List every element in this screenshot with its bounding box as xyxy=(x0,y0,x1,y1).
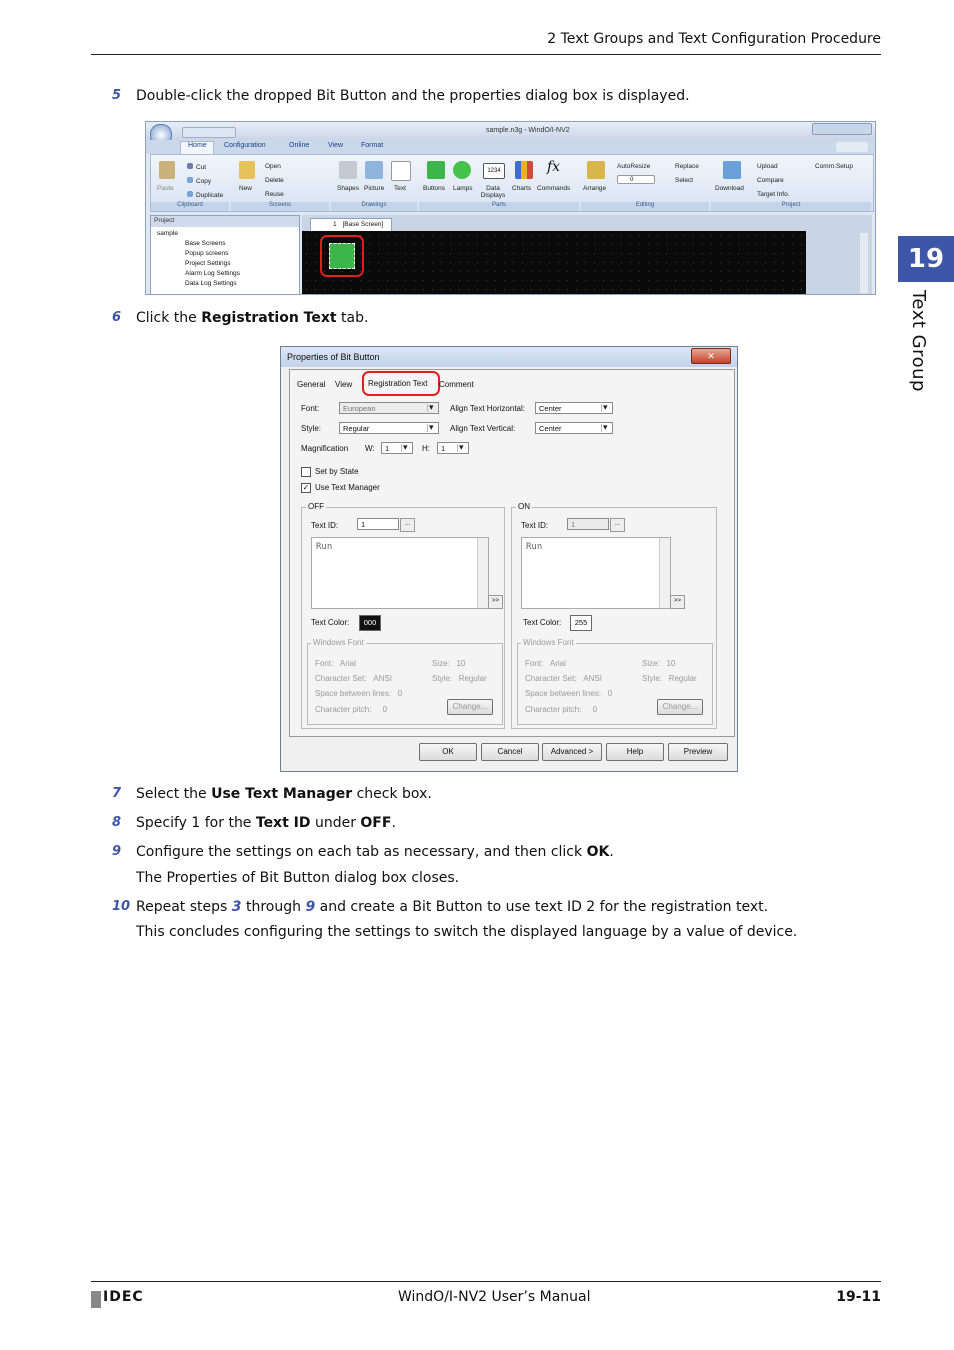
step-number: 6 xyxy=(112,310,122,325)
align-vertical-label: Align Text Vertical: xyxy=(450,424,516,433)
tab-format[interactable]: Format xyxy=(361,142,384,149)
off-charset-label xyxy=(315,674,392,683)
off-group-legend: OFF xyxy=(308,502,324,511)
off-font-label xyxy=(315,659,356,668)
use-text-manager-checkbox[interactable]: ✓ xyxy=(302,483,310,492)
on-group-legend: ON xyxy=(518,502,530,511)
autoresize-button[interactable]: AutoResize xyxy=(617,163,651,170)
commands-fx-icon[interactable]: fx xyxy=(547,159,561,175)
font-label: Font: xyxy=(301,404,320,413)
on-windows-font-legend: Windows Font xyxy=(523,638,574,647)
on-text-value: Run xyxy=(526,542,543,552)
ok-button[interactable]: OK xyxy=(419,743,477,761)
cancel-button[interactable]: Cancel xyxy=(481,743,539,761)
off-font-key: Font: xyxy=(315,659,334,668)
screen-canvas[interactable] xyxy=(302,231,806,294)
on-text-id-label: Text ID: xyxy=(521,521,549,530)
arrange-icon[interactable] xyxy=(587,161,605,179)
on-pitch-label xyxy=(525,705,597,714)
chevron-down-icon xyxy=(427,404,437,412)
w-select[interactable] xyxy=(381,442,413,454)
off-style-key: Style: xyxy=(432,674,453,683)
step-text-pre: Select the xyxy=(136,786,212,802)
picture-icon[interactable] xyxy=(365,161,383,179)
step-text: Double-click the dropped Bit Button and the properties dialog box is displayed. xyxy=(136,88,690,104)
step-text xyxy=(136,785,432,803)
running-header: 2 Text Groups and Text Configuration Procedure xyxy=(547,31,881,47)
step-text-pre: Specify 1 for the xyxy=(136,815,256,831)
font-select-value: European xyxy=(343,404,376,413)
group-drawings: Drawings xyxy=(331,202,417,211)
duplicate-label: Duplicate xyxy=(196,192,224,199)
h-label: H: xyxy=(422,444,430,453)
bit-button-properties-dialog xyxy=(280,346,738,772)
paste-icon[interactable] xyxy=(159,161,175,179)
step-note: This concludes configuring the settings to switch the displayed language by a value of device. xyxy=(136,924,798,940)
font-select[interactable] xyxy=(339,402,439,414)
dialog-title: Properties of Bit Button xyxy=(287,352,380,362)
dialog-title-bar xyxy=(281,347,737,367)
step-number: 8 xyxy=(112,815,122,830)
magnification-label: Magnification xyxy=(301,444,349,453)
doc-tab-number: 1 xyxy=(333,221,337,228)
group-project: Project xyxy=(711,202,871,211)
help-icon[interactable] xyxy=(836,142,868,152)
scissors-icon xyxy=(187,163,193,169)
step-text-bold: Use Text Manager xyxy=(211,786,353,802)
use-text-manager-label: Use Text Manager xyxy=(315,483,380,492)
style-select-value: Regular xyxy=(343,424,370,433)
copy-button[interactable] xyxy=(187,177,211,185)
tab-view[interactable]: View xyxy=(335,380,353,389)
on-pitch-value: 0 xyxy=(592,705,598,714)
w-value: 1 xyxy=(385,444,390,453)
on-text-color-label: Text Color: xyxy=(523,618,562,627)
project-panel-title: Project xyxy=(154,217,175,224)
header-rule xyxy=(91,54,881,55)
off-expand-button[interactable]: >> xyxy=(488,595,503,609)
on-more-button[interactable]: ... xyxy=(610,518,625,532)
on-font-label xyxy=(525,659,566,668)
shapes-button[interactable]: Shapes xyxy=(337,185,360,192)
project-panel-header xyxy=(151,216,299,227)
h-select[interactable] xyxy=(437,442,469,454)
tree-item-popup-screens[interactable]: Popup screens xyxy=(185,250,229,257)
chevron-down-icon xyxy=(457,444,467,452)
app-window-title: sample.n3g - WindO/I-NV2 xyxy=(486,127,570,134)
chapter-tab: 19 xyxy=(898,236,954,282)
delete-screen-button[interactable]: Delete xyxy=(265,177,284,184)
chevron-down-icon xyxy=(401,444,411,452)
copy-label: Copy xyxy=(196,178,212,185)
off-space-key: Space between lines: xyxy=(315,689,392,698)
charts-icon[interactable] xyxy=(515,161,533,179)
on-space-value: 0 xyxy=(607,689,613,698)
new-screen-button[interactable]: New xyxy=(239,185,253,192)
quick-access-toolbar[interactable] xyxy=(182,127,236,138)
group-screens: Screens xyxy=(231,202,329,211)
group-clipboard: Clipboard xyxy=(151,202,229,211)
on-space-label xyxy=(525,689,612,698)
off-pitch-value: 0 xyxy=(382,705,388,714)
chevron-down-icon xyxy=(427,424,437,432)
new-screen-icon[interactable] xyxy=(239,161,255,179)
download-icon[interactable] xyxy=(723,161,741,179)
align-vertical-select[interactable] xyxy=(535,422,613,434)
off-more-button[interactable]: ... xyxy=(400,518,415,532)
off-text-scrollbar[interactable] xyxy=(477,538,488,608)
app-title-bar xyxy=(146,122,875,140)
off-pitch-key: Character pitch: xyxy=(315,705,372,714)
on-style-value: Regular xyxy=(668,674,697,683)
chevron-down-icon xyxy=(601,404,611,412)
app-screenshot xyxy=(145,121,876,295)
canvas-scrollbar[interactable] xyxy=(860,233,868,293)
on-text-area[interactable] xyxy=(521,537,671,609)
logo-bar xyxy=(91,1291,101,1308)
step-ref-link[interactable]: 3 xyxy=(231,899,242,915)
on-size-value: 10 xyxy=(666,659,676,668)
chapter-side-title: Text Group xyxy=(908,290,929,392)
on-change-button[interactable]: Change... xyxy=(657,699,703,715)
idec-logo: IDEC xyxy=(103,1289,144,1305)
on-expand-button[interactable]: >> xyxy=(670,595,685,609)
page-number: 19-11 xyxy=(836,1289,881,1305)
cut-button[interactable] xyxy=(187,163,206,171)
step-text-pre: Configure the settings on each tab as necessary, and then click xyxy=(136,844,587,860)
off-text-color-label: Text Color: xyxy=(311,618,350,627)
dialog-close-button[interactable]: ✕ xyxy=(691,348,731,364)
buttons-icon[interactable] xyxy=(427,161,445,179)
arrange-button[interactable]: Arrange xyxy=(583,185,607,192)
help-button[interactable]: Help xyxy=(606,743,664,761)
buttons-button[interactable]: Buttons xyxy=(423,185,446,192)
off-text-id-label: Text ID: xyxy=(311,521,339,530)
tab-home[interactable]: Home xyxy=(188,142,207,149)
w-label: W: xyxy=(365,444,375,453)
paste-button[interactable]: Paste xyxy=(157,185,174,192)
step-text-mid: under xyxy=(310,815,361,831)
on-charset-key: Character Set: xyxy=(525,674,577,683)
tree-item-project-settings[interactable]: Project Settings xyxy=(185,260,231,267)
step-text xyxy=(136,898,768,916)
off-space-label xyxy=(315,689,402,698)
step-text-pre: Repeat steps xyxy=(136,899,232,915)
cut-label: Cut xyxy=(196,164,207,171)
style-select[interactable] xyxy=(339,422,439,434)
step-text xyxy=(136,309,368,327)
on-size-label xyxy=(642,659,675,668)
doc-tab-base-screen[interactable] xyxy=(310,218,392,232)
download-button[interactable]: Download xyxy=(715,185,744,192)
step-note: The Properties of Bit Button dialog box closes. xyxy=(136,870,460,886)
charts-button[interactable]: Charts xyxy=(512,185,532,192)
chevron-down-icon xyxy=(601,424,611,432)
align-vertical-value: Center xyxy=(539,424,562,433)
duplicate-icon xyxy=(187,191,193,197)
off-size-value: 10 xyxy=(456,659,466,668)
step-text-bold: Registration Text xyxy=(201,310,337,326)
group-parts: Parts xyxy=(419,202,579,211)
step-text xyxy=(136,814,396,832)
group-editing: Editing xyxy=(581,202,709,211)
ribbon-tabs xyxy=(146,140,875,154)
lamps-button[interactable]: Lamps xyxy=(453,185,473,192)
data-displays-button[interactable]: Data Displays xyxy=(480,185,506,199)
step-text-post: and create a Bit Button to use text ID 2 for the registration text. xyxy=(315,899,769,915)
replace-button[interactable]: Replace xyxy=(675,163,699,170)
step-text xyxy=(136,843,614,861)
preview-button[interactable]: Preview xyxy=(668,743,728,761)
step-ref-link[interactable]: 9 xyxy=(305,899,316,915)
data-displays-icon[interactable]: 1234 xyxy=(483,163,505,179)
on-charset-label xyxy=(525,674,602,683)
off-text-value: Run xyxy=(316,542,333,552)
shapes-icon[interactable] xyxy=(339,161,357,179)
window-controls[interactable] xyxy=(812,123,872,135)
set-by-state-checkbox[interactable] xyxy=(301,467,311,477)
set-by-state-label: Set by State xyxy=(315,467,359,476)
h-value: 1 xyxy=(441,444,446,453)
on-size-key: Size: xyxy=(642,659,660,668)
tab-view[interactable]: View xyxy=(328,142,344,149)
editor-area xyxy=(302,215,872,294)
off-charset-value: ANSI xyxy=(373,674,392,683)
on-style-key: Style: xyxy=(642,674,663,683)
open-screen-button[interactable]: Open xyxy=(265,163,281,170)
off-windows-font-legend: Windows Font xyxy=(313,638,364,647)
tree-item-alarm-log[interactable]: Alarm Log Settings xyxy=(185,270,240,277)
off-pitch-label xyxy=(315,705,387,714)
commands-button[interactable]: Commands xyxy=(537,185,571,192)
tree-item-base-screens[interactable]: Base Screens xyxy=(185,240,226,247)
on-font-value: Arial xyxy=(549,659,566,668)
upload-button[interactable]: Upload xyxy=(757,163,778,170)
lamps-icon[interactable] xyxy=(453,161,471,179)
target-info-button[interactable]: Target Info. xyxy=(757,191,790,198)
on-text-color-button[interactable]: 255 xyxy=(570,615,592,631)
align-horizontal-select[interactable] xyxy=(535,402,613,414)
on-space-key: Space between lines: xyxy=(525,689,602,698)
footer-rule xyxy=(91,1281,881,1282)
ribbon xyxy=(150,154,874,212)
off-style-value: Regular xyxy=(458,674,487,683)
project-panel xyxy=(150,215,300,295)
step-number: 5 xyxy=(112,88,122,103)
step-text-post: . xyxy=(391,815,396,831)
on-style-label xyxy=(642,674,697,683)
align-horizontal-value: Center xyxy=(539,404,562,413)
step-number: 10 xyxy=(112,899,131,914)
on-text-id-input[interactable]: 1 xyxy=(567,518,609,530)
step-text-post: tab. xyxy=(336,310,369,326)
compare-button[interactable]: Compare xyxy=(757,177,784,184)
step-text-bold: Text ID xyxy=(255,815,311,831)
off-font-value: Arial xyxy=(339,659,356,668)
step-text-pre: Click the xyxy=(136,310,202,326)
text-button[interactable]: Text xyxy=(394,185,406,192)
on-charset-value: ANSI xyxy=(583,674,602,683)
step-number: 9 xyxy=(112,844,122,859)
off-text-color-button[interactable]: 000 xyxy=(359,615,381,631)
tab-configuration[interactable]: Configuration xyxy=(224,142,266,149)
step-number: 7 xyxy=(112,786,122,801)
tab-online[interactable]: Online xyxy=(289,142,310,149)
text-tool-icon[interactable] xyxy=(391,161,411,181)
tree-item-sample[interactable]: sample xyxy=(157,230,178,237)
duplicate-button[interactable] xyxy=(187,191,223,199)
step-text-post: . xyxy=(609,844,614,860)
step-text-bold: OFF xyxy=(360,815,392,831)
align-horizontal-label: Align Text Horizontal: xyxy=(450,404,525,413)
comm-setup-button[interactable]: Comm.Setup xyxy=(815,163,853,170)
off-size-key: Size: xyxy=(432,659,450,668)
select-button[interactable]: Select xyxy=(675,177,694,184)
on-font-key: Font: xyxy=(525,659,544,668)
off-size-label xyxy=(432,659,465,668)
on-pitch-key: Character pitch: xyxy=(525,705,582,714)
copy-icon xyxy=(187,177,193,183)
off-style-label xyxy=(432,674,487,683)
tab-general[interactable]: General xyxy=(297,380,326,389)
step-text-mid: through xyxy=(241,899,306,915)
doc-tab-label: [Base Screen] xyxy=(342,221,384,228)
tab-registration-text[interactable]: Registration Text xyxy=(368,379,428,388)
tab-comment[interactable]: Comment xyxy=(439,380,474,389)
advanced-button[interactable]: Advanced > xyxy=(542,743,602,761)
step-text-post: check box. xyxy=(352,786,432,802)
editing-spin-field[interactable]: 0 xyxy=(617,175,655,184)
off-text-area[interactable] xyxy=(311,537,489,609)
on-text-scrollbar[interactable] xyxy=(659,538,670,608)
picture-button[interactable]: Picture xyxy=(364,185,385,192)
footer-manual-title: WindO/I-NV2 User’s Manual xyxy=(398,1289,591,1305)
style-label: Style: xyxy=(301,424,322,433)
step-text-bold: OK xyxy=(586,844,610,860)
reuse-screen-button[interactable]: Reuse xyxy=(265,191,284,198)
off-charset-key: Character Set: xyxy=(315,674,367,683)
tree-item-data-log[interactable]: Data Log Settings xyxy=(185,280,237,287)
off-space-value: 0 xyxy=(397,689,403,698)
bit-button-part[interactable] xyxy=(329,243,355,269)
off-text-id-input[interactable]: 1 xyxy=(357,518,399,530)
off-change-button[interactable]: Change... xyxy=(447,699,493,715)
